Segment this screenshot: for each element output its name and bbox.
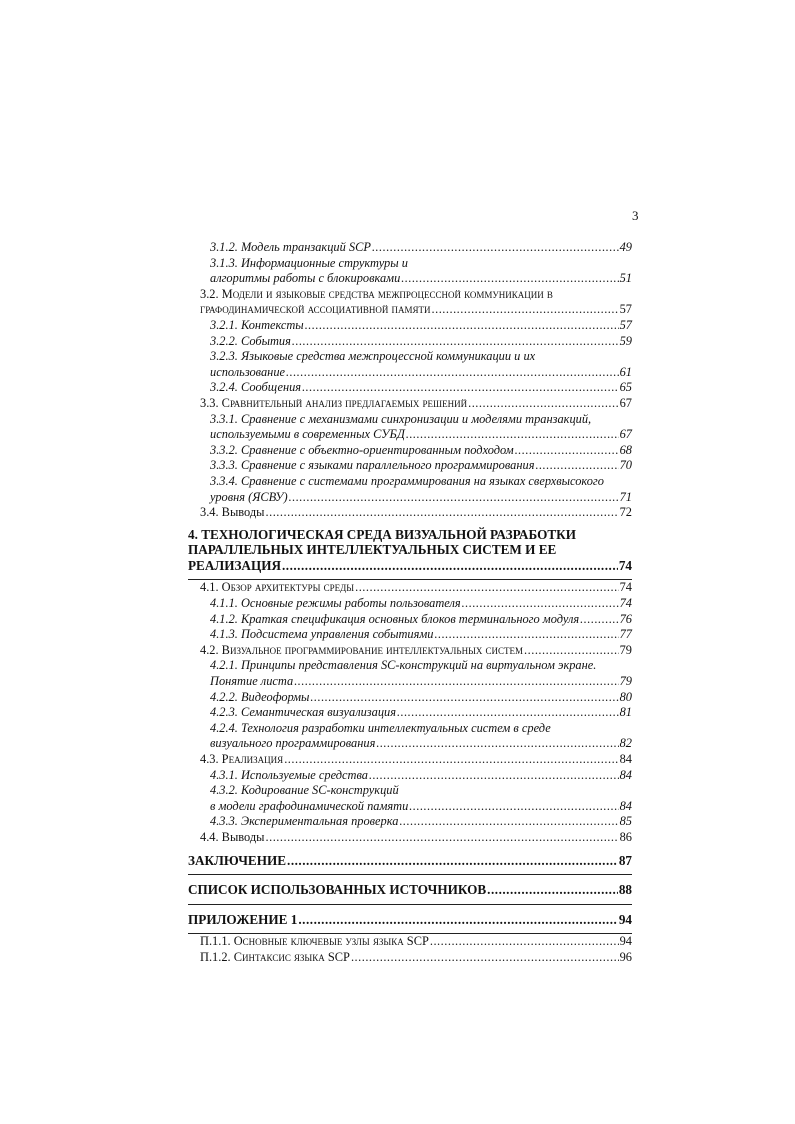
dot-leader (515, 443, 619, 459)
toc-entry-page: 49 (619, 240, 632, 254)
toc-entry-title: ПРИЛОЖЕНИЕ 1 (188, 911, 298, 927)
toc-entry-page: 74 (619, 580, 632, 595)
toc-entry-title: 4.3.3. Экспериментальная проверка (210, 814, 399, 829)
toc-entry-title-line: 4. ТЕХНОЛОГИЧЕСКАЯ СРЕДА ВИЗУАЛЬНОЙ РАЗРАБОТКИ (188, 526, 576, 542)
toc-entry[interactable] (188, 396, 632, 412)
toc-entry-title: 4.1.1. Основные режимы работы пользователя (210, 596, 461, 611)
toc-entry-title-line: 4.2.1. Принципы представления SC-конструкций на виртуальном экране. (210, 658, 597, 673)
dot-leader (266, 505, 619, 521)
toc-entry-page: 74 (619, 596, 632, 611)
dot-leader (298, 912, 617, 928)
toc-entry-title: графодинамической ассоциативной памяти (200, 302, 431, 317)
dot-leader (397, 705, 619, 721)
toc-entry[interactable] (188, 334, 632, 350)
toc-entry-page: 80 (619, 689, 632, 704)
toc-entry[interactable] (188, 768, 632, 784)
toc-entry-title: 4.2.2. Видеоформы (210, 689, 310, 704)
toc-entry-title-line: 3.3.4. Сравнение с системами программирования на языках сверхвысокого (210, 473, 604, 488)
toc-entry-title-line: 4.3.2. Кодирование SC-конструкций (210, 783, 399, 798)
toc-entry-page: 67 (619, 395, 632, 410)
toc-entry-page: 76 (619, 611, 632, 626)
toc-entry-page: 71 (619, 489, 632, 504)
toc-entry-page: 67 (619, 427, 632, 442)
toc-entry-title-line: 4.2.4. Технология разработки интеллектуальных систем в среде (210, 720, 551, 735)
toc-entry-page: 65 (619, 380, 632, 395)
toc-entry-title: Понятие листа (210, 674, 294, 689)
toc-entry-page: 82 (619, 736, 632, 751)
toc-entry[interactable] (188, 256, 632, 287)
dot-leader (401, 271, 618, 287)
toc-entry[interactable] (188, 380, 632, 396)
toc-entry-title: 4.1.2. Краткая спецификация основных блоков терминального модуля (210, 611, 580, 626)
toc-entry-page: 79 (619, 674, 632, 689)
dot-leader (487, 882, 618, 898)
toc-entry-title-line: 3.1.3. Информационные структуры и (210, 255, 408, 270)
toc-entry-page: 86 (619, 829, 632, 844)
toc-entry-title: 4.3.1. Используемые средства (210, 767, 368, 782)
toc-entry[interactable] (188, 287, 632, 318)
toc-entry-title: 3.2.4. Сообщения (210, 380, 302, 395)
toc-entry[interactable] (188, 349, 632, 380)
toc-entry[interactable] (188, 882, 632, 905)
toc-entry-title: алгоритмы работы с блокировками (210, 271, 401, 286)
toc-entry[interactable] (188, 752, 632, 768)
toc-entry-page: 61 (619, 364, 632, 379)
toc-entry-title: 4.4. Выводы (200, 829, 265, 844)
toc-entry-title: 4.3. Реализация (200, 752, 284, 766)
dot-leader (287, 853, 618, 869)
toc-entry[interactable] (188, 240, 632, 256)
toc-entry-title: 3.3.2. Сравнение с объектно-ориентированным подходом (210, 442, 514, 457)
toc-entry[interactable] (188, 721, 632, 752)
toc-entry-page: 94 (618, 911, 632, 927)
toc-entry-title: 3.1.2. Модель транзакций SCP (210, 240, 371, 254)
toc-entry-title: 3.3. Сравнительный анализ предлагаемых решений (200, 395, 468, 410)
dot-leader (432, 302, 619, 318)
toc-entry[interactable] (188, 580, 632, 596)
dot-leader (289, 490, 619, 506)
dot-leader (399, 814, 618, 830)
toc-entry[interactable] (188, 627, 632, 643)
dot-leader (524, 643, 619, 659)
dot-leader (409, 799, 618, 815)
toc-entry[interactable] (188, 643, 632, 659)
toc-entry-title: 3.4. Выводы (200, 505, 265, 520)
toc-entry[interactable] (188, 912, 632, 935)
toc-entry[interactable] (188, 612, 632, 628)
toc-entry[interactable] (188, 705, 632, 721)
toc-entry-title: использование (210, 364, 286, 379)
toc-entry-page: 77 (619, 627, 632, 642)
toc-entry[interactable] (188, 658, 632, 689)
dot-leader (430, 934, 619, 950)
toc-entry-page: 88 (618, 882, 632, 898)
dot-leader (305, 318, 619, 334)
toc-entry-page: 79 (619, 642, 632, 657)
toc-entry[interactable] (188, 814, 632, 830)
toc-entry-page: 59 (619, 333, 632, 348)
toc-entry[interactable] (188, 950, 632, 966)
toc-entry-page: 57 (619, 302, 632, 317)
toc-entry-title: ЗАКЛЮЧЕНИЕ (188, 852, 287, 868)
toc-entry-page: 74 (618, 557, 632, 573)
toc-entry-title: П.1.2. Синтаксис языка SCP (200, 949, 350, 964)
toc-entry[interactable] (188, 458, 632, 474)
toc-entry-page: 70 (619, 458, 632, 473)
dot-leader (282, 558, 618, 574)
dot-leader (462, 596, 619, 612)
toc-entry-title: 4.1. Обзор архитектуры среды (200, 580, 355, 595)
toc-entry-page: 85 (619, 814, 632, 829)
toc-entry-page: 87 (618, 852, 632, 868)
dot-leader (294, 674, 618, 690)
toc-entry-page: 94 (619, 934, 632, 949)
toc-entry[interactable] (188, 527, 632, 581)
toc-entry-page: 68 (619, 442, 632, 457)
toc-entry-page: 84 (619, 752, 632, 766)
dot-leader (266, 830, 619, 846)
toc-entry-page: 51 (619, 271, 632, 286)
toc-entry-title: РЕАЛИЗАЦИЯ (188, 557, 281, 573)
page-number: 3 (632, 208, 639, 223)
toc-entry-title: визуального программирования (210, 736, 376, 751)
toc-entry-title: 4.1.3. Подсистема управления событиями (210, 627, 434, 642)
toc-entry[interactable] (188, 505, 632, 521)
toc-entry-title-line: 3.3.1. Сравнение с механизмами синхронизации и моделями транзакций, (210, 411, 592, 426)
toc-entry-page: 84 (619, 798, 632, 813)
dot-leader (468, 396, 619, 412)
dot-leader (376, 736, 618, 752)
dot-leader (580, 612, 618, 628)
toc-entry-title-line: 3.2. Модели и языковые средства межпроцессной коммуникации в (200, 286, 553, 301)
toc-entry-title: 3.2.2. События (210, 333, 291, 348)
toc-entry[interactable] (188, 596, 632, 612)
toc-entry-title-line: ПАРАЛЛЕЛЬНЫХ ИНТЕЛЛЕКТУАЛЬНЫХ СИСТЕМ И ЕЕ (188, 542, 557, 558)
toc-entry-page: 96 (619, 949, 632, 964)
table-of-contents (188, 240, 632, 966)
section-rule (188, 874, 632, 875)
toc-entry-title: 4.2. Визуальное программирование интеллектуальных систем (200, 642, 524, 657)
toc-entry-page: 57 (619, 317, 632, 332)
dot-leader (355, 580, 619, 596)
dot-leader (302, 380, 619, 396)
toc-entry-page: 81 (619, 705, 632, 720)
toc-entry-title: используемыми в современных СУБД (210, 427, 405, 442)
toc-entry-title: уровня (ЯСВУ) (210, 489, 288, 504)
dot-leader (292, 334, 619, 350)
dot-leader (351, 950, 619, 966)
toc-entry[interactable] (188, 934, 632, 950)
toc-entry-title: СПИСОК ИСПОЛЬЗОВАННЫХ ИСТОЧНИКОВ (188, 882, 487, 898)
toc-entry[interactable] (188, 474, 632, 505)
toc-entry[interactable] (188, 690, 632, 706)
toc-entry-title: 3.2.1. Контексты (210, 317, 304, 332)
dot-leader (284, 752, 618, 768)
dot-leader (369, 768, 619, 784)
toc-entry-page: 72 (619, 505, 632, 520)
toc-entry-page: 84 (619, 767, 632, 782)
toc-entry[interactable] (188, 830, 632, 846)
dot-leader (406, 427, 619, 443)
toc-entry-title-line: 3.2.3. Языковые средства межпроцессной коммуникации и их (210, 349, 536, 364)
toc-entry[interactable] (188, 412, 632, 443)
section-rule (188, 904, 632, 905)
dot-leader (310, 690, 618, 706)
dot-leader (372, 240, 619, 256)
toc-entry-title: 4.2.3. Семантическая визуализация (210, 705, 396, 720)
toc-entry-title: П.1.1. Основные ключевые узлы языка SCP (200, 934, 429, 949)
toc-entry-title: 3.3.3. Сравнение с языками параллельного программирования (210, 458, 535, 473)
toc-entry[interactable] (188, 783, 632, 814)
toc-entry[interactable] (188, 318, 632, 334)
dot-leader (286, 365, 619, 381)
toc-entry-title: в модели графодинамической памяти (210, 798, 409, 813)
toc-entry[interactable] (188, 853, 632, 876)
dot-leader (435, 627, 619, 643)
toc-entry[interactable] (188, 443, 632, 459)
dot-leader (535, 458, 618, 474)
